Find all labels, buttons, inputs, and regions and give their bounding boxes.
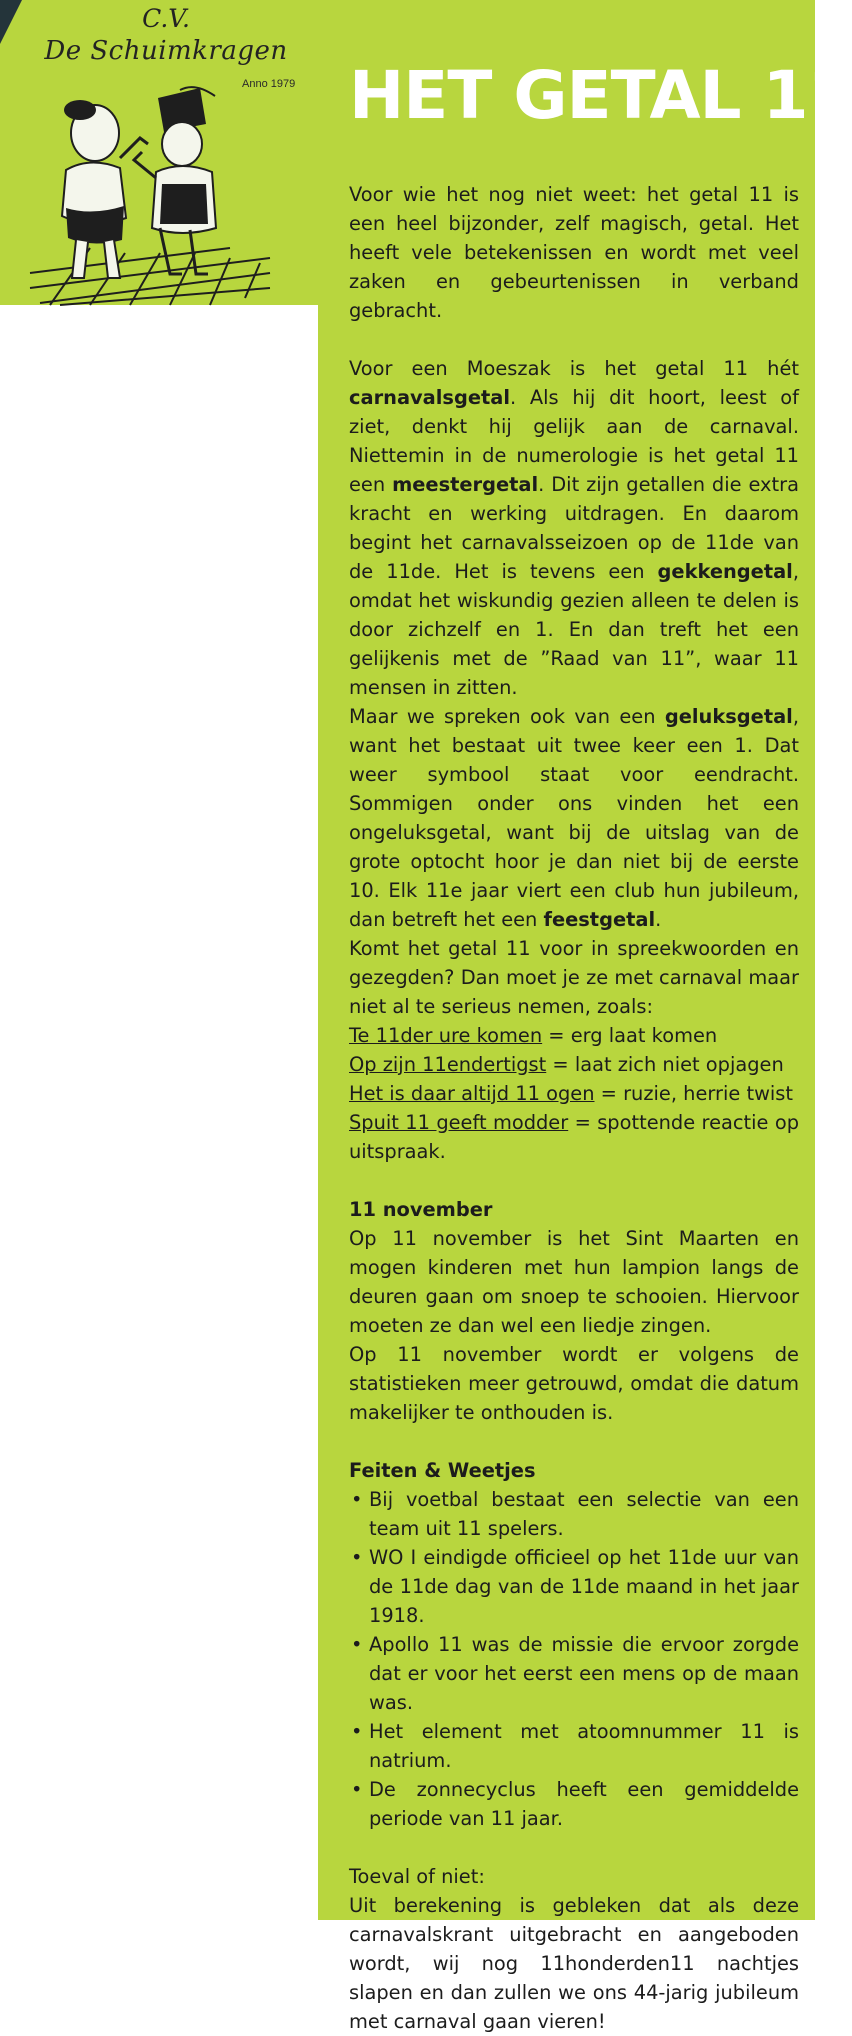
facts-heading: Feiten & Weetjes bbox=[349, 1459, 536, 1482]
toeval-heading: Toeval of niet: bbox=[349, 1865, 485, 1888]
list-item: • Bij voetbal bestaat een selectie van een team uit 11 spelers. bbox=[349, 1485, 799, 1543]
saying-item: Het is daar altijd 11 ogen = ruzie, herrie twist bbox=[349, 1082, 794, 1105]
list-item: • De zonnecyclus heeft een gemiddelde periode van 11 jaar. bbox=[349, 1775, 799, 1833]
club-cv: C.V. bbox=[142, 4, 190, 33]
saying-item: Spuit 11 geeft modder = spottende reactie op uitspraak. bbox=[349, 1111, 800, 1163]
page-title: HET GETAL 11 bbox=[349, 57, 852, 134]
club-name: De Schuimkragen bbox=[44, 36, 288, 66]
article-body bbox=[349, 180, 799, 2036]
logo-panel bbox=[0, 0, 318, 305]
saying-item: Te 11der ure komen = erg laat komen bbox=[349, 1024, 718, 1047]
sayings-intro: Komt het getal 11 voor in spreekwoorden en gezegden? Dan moet je ze met carnaval maar niet al te serieus nemen, zoals: bbox=[349, 937, 799, 1018]
november-paragraph: Op 11 november is het Sint Maarten en mogen kinderen met hun lampion langs de deuren gaan om snoep te schooien. Hiervoor moeten ze dan wel een liedje zingen. bbox=[349, 1227, 799, 1337]
left-figure bbox=[62, 100, 148, 278]
carnival-paragraph: Voor een Moeszak is het getal 11 hét carnavalsgetal. Als hij dit hoort, leest of ziet, denkt hij gelijk aan de carnaval. Niettemin in de numerologie is het getal 11 een meestergetal. Dit zijn getallen die extra kracht en werking uitdragen. En daarom begint het carnavalsseizoen op de 11de van de 11de. Het is tevens een gekkengetal, omdat het wiskundig gezien alleen te delen is door zichzelf en 1. En dan treft het een gelijkenis met de ”Raad van 11”, waar 11 mensen in zitten. bbox=[349, 357, 799, 699]
list-item: • Het element met atoomnummer 11 is natrium. bbox=[349, 1717, 799, 1775]
saying-item: Op zijn 11endertigst = laat zich niet opjagen bbox=[349, 1053, 784, 1076]
november-heading: 11 november bbox=[349, 1198, 493, 1221]
facts-list bbox=[349, 1485, 799, 1833]
luck-paragraph: Maar we spreken ook van een geluksgetal, want het bestaat uit twee keer een 1. Dat weer symbool staat voor eendracht. Sommigen onder ons vinden het een ongeluksgetal, want bij de uitslag van de grote optocht hoor je dan niet bij de eerste 10. Elk 11e jaar viert een club hun jubileum, dan betreft het een feestgetal. bbox=[349, 705, 799, 931]
intro-paragraph: Voor wie het nog niet weet: het getal 11 is een heel bijzonder, zelf magisch, getal. Het heeft vele betekenissen en wordt met veel zaken en gebeurtenissen in verband gebracht. bbox=[349, 183, 799, 322]
cartoon-illustration bbox=[30, 88, 270, 305]
list-item: • Apollo 11 was de missie die ervoor zorgde dat er voor het eerst een mens op de maan was. bbox=[349, 1630, 799, 1717]
right-figure bbox=[134, 87, 216, 274]
list-item: • WO I eindigde officieel op het 11de uur van de 11de dag van de 11de maand in het jaar 1918. bbox=[349, 1543, 799, 1630]
toeval-paragraph: Uit berekening is gebleken dat als deze carnavalskrant uitgebracht en aangeboden wordt, wij nog 11honderden11 nachtjes slapen en dan zullen we ons 44-jarig jubileum met carnaval gaan vieren! bbox=[349, 1894, 799, 2033]
november-paragraph: Op 11 november wordt er volgens de statistieken meer getrouwd, omdat die datum makelijker te onthouden is. bbox=[349, 1343, 799, 1424]
club-anno: Anno 1979 bbox=[242, 78, 296, 90]
